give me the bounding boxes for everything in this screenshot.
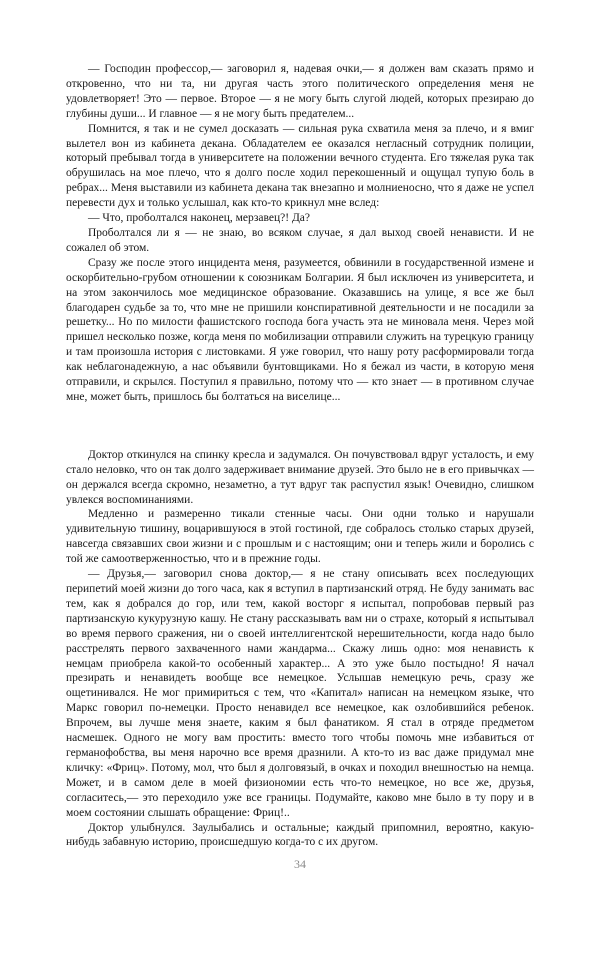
paragraph: Помнится, я так и не сумел досказать — сильная рука схватила меня за плечо, и я вмиг вылетел вон из кабинета декана. Обладателем ее оказался негласный сотрудник полиции, который пребывал тогда в университете на положении вечного студента. Его тяжелая рука так обрушилась на мое плечо, что я долго после ходил перекошенный и ощущал тупую боль в ребрах... Меня выставили из кабинета декана так внезапно и молниеносно, что я даже не успел перевести дух и только услышал, как кто-то крикнул мне вслед: (66, 122, 534, 210)
paragraph: Сразу же после этого инцидента меня, разумеется, обвинили в государственной измене и оскорбительно-грубом отношении к союзникам Болгарии. Я был исключен из университета, и на этом закончилось мое медицинское образование. Оказавшись на улице, я все же был благодарен судьбе за то, что мне не пришили конспиративной деятельности и не посадили за решетку... Но по милости фашистского господа бога участь эта не миновала меня. Через мой пришел несколько позже, когда меня по мобилизации отправили служить на турецкую границу и там произошла история с листовками. Я уже говорил, что нашу роту расформировали тогда как неблагонадежную, а нас объявили бунтовщиками. Но я бежал из части, в которую меня отправили, и скрылся. Поступил я правильно, потому что — кто знает — в противном случае мне, может быть, пришлось бы болтаться на виселице... (66, 256, 534, 403)
paragraph: Проболтался ли я — не знаю, во всяком случае, я дал выход своей ненависти. И не сожалел об этом. (66, 226, 534, 254)
paragraph: Медленно и размеренно тикали стенные часы. Они одни только и нарушали удивительную тишину, воцарившуюся в этой гостиной, где собралось столько старых друзей, навсегда связавших свои жизни и с прошлым и с настоящим; они и теперь жили и боролись с той же самоотверженностью, что и в прежние годы. (66, 508, 534, 566)
paragraph: — Что, проболтался наконец, мерзавец?! Да? (88, 212, 311, 225)
paragraph: — Господин профессор,— заговорил я, надевая очки,— я должен вам сказать прямо и откровенно, что ни та, ни другая часть этого политического определения меня не удовлетворяет! Это — первое. Второе — я не могу быть слугой людей, которых презираю до глубины души... И главное — я не могу быть предателем... (66, 63, 534, 120)
paragraph: — Друзья,— заговорил снова доктор,— я не стану описывать всех последующих перипетий моей жизни до того часа, как я вступил в партизанский отряд. Не буду занимать вас тем, как я добрался до гор, или тем, какой восторг я испытал, попробовав первый раз партизанскую кукурузную кашу. Не стану рассказывать вам ни о страхе, который я испытывал во время первого сражения, ни о своей интеллигентской нерешительности, когда надо было расстрелять первого захваченного нами жандарма... Скажу лишь одно: моя ненависть к немцам приобрела какой-то особенный характер... А это уже было постыдно! Я начал презирать и ненавидеть вообще все немецкое. Услышав немецкую речь, сразу же ощетинивался. Не мог примириться с тем, что «Капитал» написан на немецком языке, что Маркс говорил по-немецки. Просто ненавидел все немецкое, как озлобившийся ребенок. Впрочем, вы лучше меня знаете, каким я был фанатиком. Я стал в отряде предметом насмешек. Одного не могу вам простить: вместо того чтобы помочь мне избавиться от германофобства, вы меня нарочно все время дразнили. А кто-то из вас даже придумал мне кличку: «Фриц». Потому, мол, что был я долговязый, в очках и походил внешностью на немца. Может, и в самом деле в моей физиономии есть что-то немецкое, но все же, друзья, согласитесь,— это переходило уже все границы. Подумайте, каково мне было в ту пору и в моем состоянии слышать обращение: Фриц!.. (66, 568, 534, 819)
paragraph: Доктор откинулся на спинку кресла и задумался. Он почувствовал вдруг усталость, и ему стало неловко, что он так долго задерживает внимание друзей. Это было не в его привычках — он держался всегда скромно, незаметно, а тут вдруг так распустил язык! Очевидно, слишком увлекся воспоминаниями. (66, 448, 534, 506)
section-break (66, 405, 534, 448)
paragraph: Доктор улыбнулся. Заулыбались и остальные; каждый припомнил, вероятно, какую-нибудь забавную историю, происшедшую когда-то с их другом. (66, 821, 534, 849)
page-body (66, 62, 534, 850)
page-number: 34 (294, 857, 306, 871)
